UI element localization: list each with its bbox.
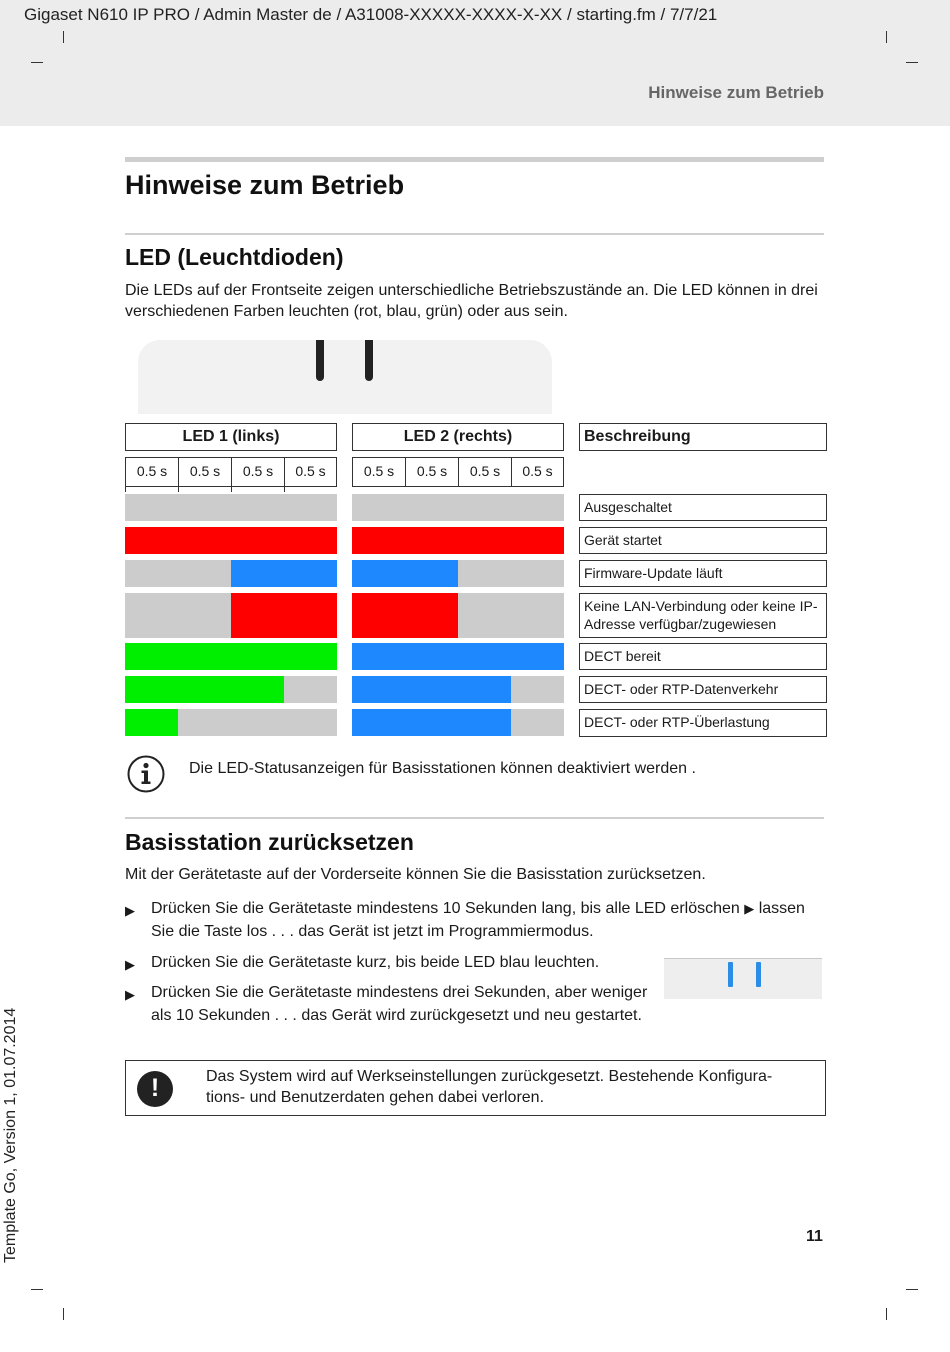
led-slot	[365, 340, 373, 381]
warning-box	[125, 1060, 826, 1116]
reset-heading: Basisstation zurücksetzen	[125, 829, 414, 855]
status-description: Gerät startet	[579, 527, 827, 554]
led1-status-bar	[125, 560, 337, 587]
reset-intro: Mit der Gerätetaste auf der Vorderseite können Sie die Basisstation zurücksetzen.	[125, 866, 706, 883]
crop-mark	[906, 1289, 918, 1290]
led2-status-bar	[352, 709, 564, 736]
step-3	[125, 981, 653, 1027]
led-intro: Die LEDs auf der Frontseite zeigen unterschiedliche Betriebszustände an. Die LED können in drei verschiedenen Farben leuchten (rot, blau, grün) oder aus sein.	[125, 282, 818, 320]
led1-red-segment	[231, 593, 337, 638]
step-1-part-b: lassen Sie die Taste los . . . das Gerät ist jetzt im Programmiermodus.	[151, 900, 805, 940]
led1-header: LED 1 (links)	[125, 423, 337, 451]
led1-red-segment	[125, 527, 337, 554]
status-description: Keine LAN-Verbindung oder keine IP-Adresse verfügbar/zugewiesen	[579, 593, 827, 638]
led1-status-bar	[125, 494, 337, 521]
running-head: Hinweise zum Betrieb	[648, 83, 824, 102]
title-rule	[125, 157, 824, 162]
led1-status-bar	[125, 676, 337, 703]
step-3-text: Drücken Sie die Gerätetaste mindestens drei Sekunden, aber weniger als 10 Sekunden . . . das Gerät wird zurückgesetzt und neu gestartet.	[151, 984, 648, 1024]
blue-led	[728, 962, 733, 987]
interval-cell: 0.5 s	[458, 457, 512, 487]
led2-blue-segment	[352, 676, 511, 703]
interval-cell: 0.5 s	[511, 457, 564, 487]
description-header: Beschreibung	[579, 423, 827, 451]
crop-mark	[63, 31, 64, 43]
step-2-text: Drücken Sie die Gerätetaste kurz, bis beide LED blau leuchten.	[151, 954, 600, 971]
crop-mark	[886, 31, 887, 43]
step-1-part-a: Drücken Sie die Gerätetaste mindestens 10 Sekunden lang, bis alle LED erlöschen	[151, 900, 740, 917]
interval-tick	[178, 487, 179, 492]
led1-blue-segment	[231, 560, 337, 587]
section-rule	[125, 817, 824, 819]
crop-mark	[31, 1289, 43, 1290]
led2-status-bar	[352, 643, 564, 670]
led-slot	[316, 340, 324, 381]
info-icon	[127, 755, 165, 793]
led1-off-segment	[125, 494, 337, 521]
interval-cell: 0.5 s	[178, 457, 232, 487]
step-2	[125, 951, 645, 974]
interval-cell: 0.5 s	[125, 457, 179, 487]
page-title: Hinweise zum Betrieb	[125, 170, 405, 200]
crop-mark	[63, 1308, 64, 1320]
led2-status-bar	[352, 494, 564, 521]
interval-cell: 0.5 s	[231, 457, 285, 487]
interval-cell: 0.5 s	[352, 457, 406, 487]
arrow-right-icon: ▶	[744, 901, 755, 916]
device-leds-blue-illustration	[664, 958, 822, 999]
status-description: Ausgeschaltet	[579, 494, 827, 521]
step-1-text	[151, 897, 825, 943]
led2-off-segment	[352, 494, 564, 521]
led1-intervals	[125, 457, 337, 491]
crop-mark	[886, 1308, 887, 1320]
led1-green-segment	[125, 643, 337, 670]
led2-status-bar	[352, 527, 564, 554]
led2-blue-segment	[352, 643, 564, 670]
led1-status-bar	[125, 709, 337, 736]
led2-blue-segment	[352, 709, 511, 736]
led1-status-bar	[125, 527, 337, 554]
led2-status-bar	[352, 560, 564, 587]
file-header: Gigaset N610 IP PRO / Admin Master de / A31008-XXXXX-XXXX-X-XX / starting.fm / 7/7/21	[24, 5, 718, 24]
status-description: DECT- oder RTP-Datenverkehr	[579, 676, 827, 703]
led2-blue-segment	[352, 560, 458, 587]
section-rule	[125, 233, 824, 235]
led2-header: LED 2 (rechts)	[352, 423, 564, 451]
interval-tick	[125, 487, 126, 492]
led1-status-bar	[125, 643, 337, 670]
template-version-text: Template Go, Version 1, 01.07.2014	[2, 1007, 19, 1263]
led2-status-bar	[352, 593, 564, 638]
interval-cell: 0.5 s	[284, 457, 337, 487]
crop-mark	[906, 62, 918, 63]
led2-status-bar	[352, 676, 564, 703]
led1-green-segment	[125, 676, 284, 703]
device-illustration	[138, 340, 552, 414]
status-description: DECT bereit	[579, 643, 827, 670]
step-1	[125, 897, 825, 943]
interval-cell: 0.5 s	[405, 457, 459, 487]
led1-status-bar	[125, 593, 337, 638]
led-heading: LED (Leuchtdioden)	[125, 244, 344, 270]
crop-mark	[31, 62, 43, 63]
interval-tick	[284, 487, 285, 492]
led1-green-segment	[125, 709, 178, 736]
led2-red-segment	[352, 527, 564, 554]
led2-intervals	[352, 457, 564, 491]
warning-text: Das System wird auf Werkseinstellungen zurückgesetzt. Bestehende Konfigura-tions- und Benutzerdaten gehen dabei verloren.	[206, 1068, 773, 1106]
arrow-right-icon: ▶	[125, 987, 135, 1002]
page-number: 11	[806, 1228, 823, 1245]
arrow-right-icon: ▶	[125, 957, 135, 972]
blue-led	[756, 962, 761, 987]
led-note: Die LED-Statusanzeigen für Basisstationen können deaktiviert werden .	[189, 760, 696, 777]
status-description: Firmware-Update läuft	[579, 560, 827, 587]
exclamation-icon: !	[137, 1071, 173, 1107]
led2-red-segment	[352, 593, 458, 638]
interval-tick	[231, 487, 232, 492]
arrow-right-icon: ▶	[125, 903, 135, 918]
status-description: DECT- oder RTP-Überlastung	[579, 709, 827, 737]
